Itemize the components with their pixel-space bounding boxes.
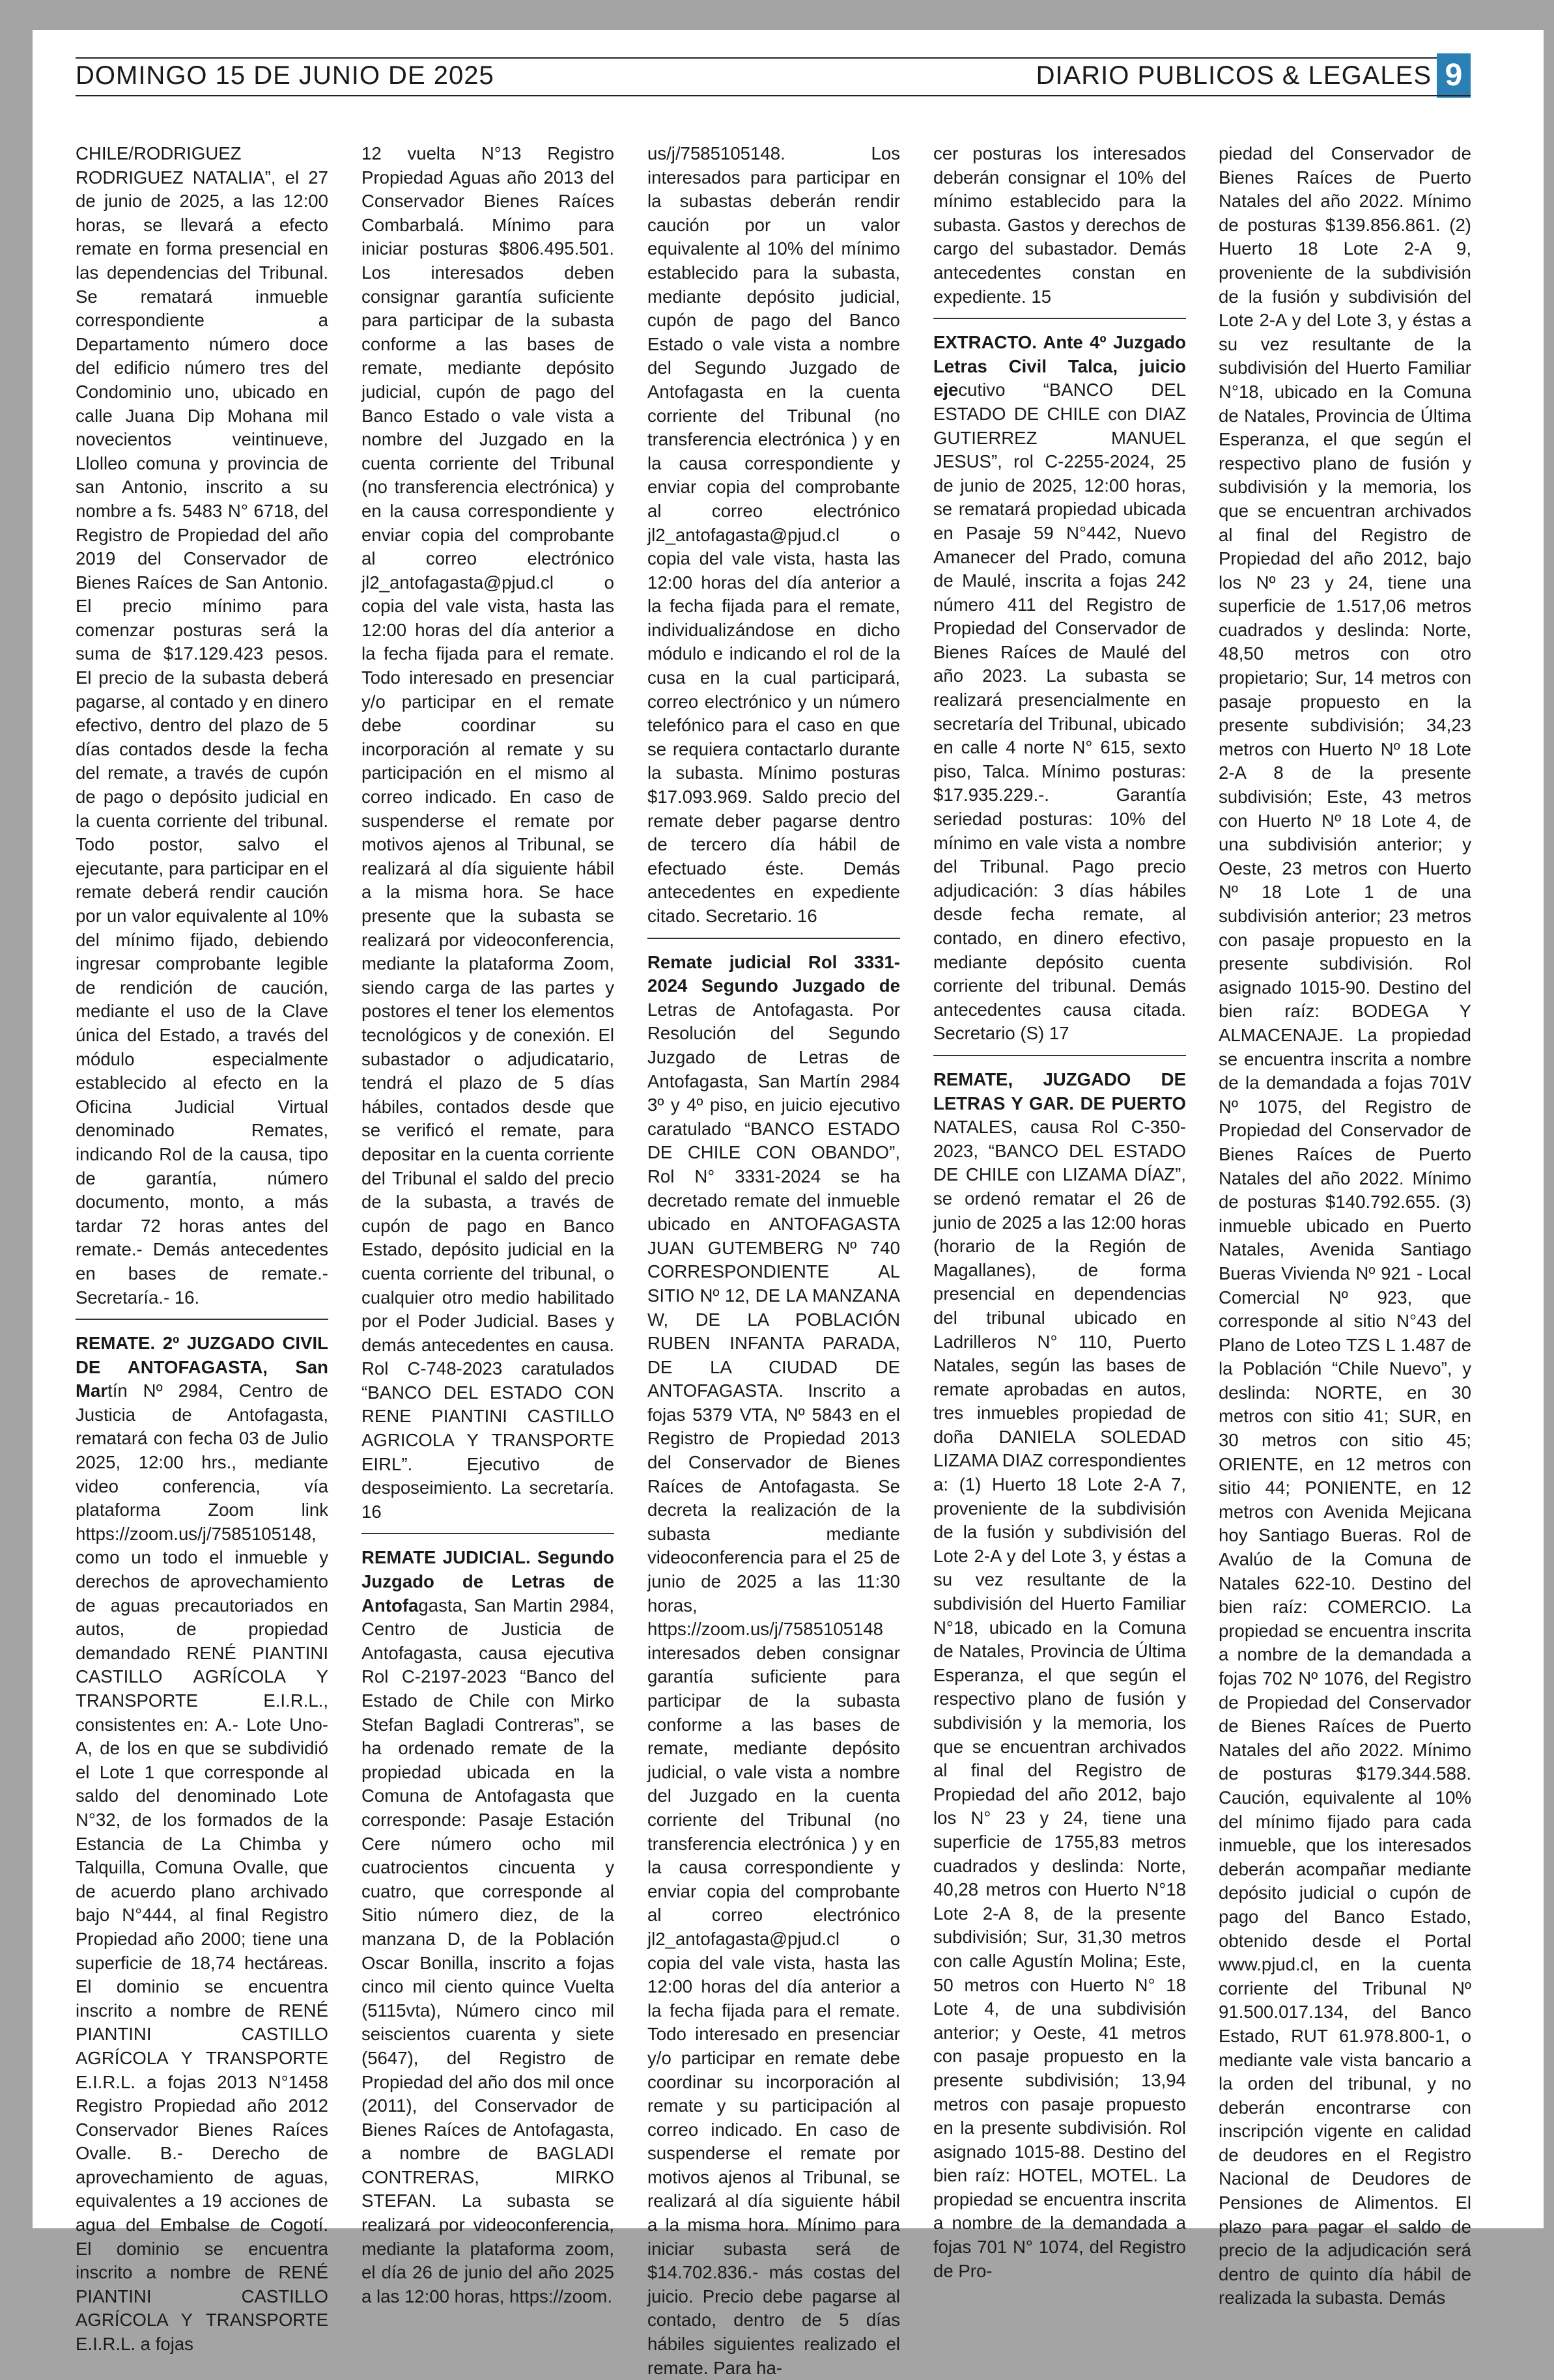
notice-divider (361, 1533, 614, 1534)
notice-text: us/j/7585105148. Los interesados para participar en la subastas deberán rendir caución por un valor equivalente al 10% del mínimo establecido para la subasta, mediante depósito judicial, cupón de pago del Banco Estado o vale vista a nombre del Segundo Juzgado de Antofagasta en la cuenta corriente del Tribunal (no transferencia electrónica ) y en la causa correspondiente y enviar copia del comprobante al correo electrónico jl2_antofagasta@pjud.cl o copia del vale vista, hasta las 12:00 horas del día anterior a la fecha fijada para el remate, individualizándose en dicho módulo e indicando el rol de la cusa en la cual participará, correo electrónico y un número telefónico para el caso en que se requiera contactarlo durante la subasta. Mínimo posturas $17.093.969. Saldo precio del remate deber pagarse dentro de tercero día hábil de efectuado éste. Demás antecedentes en expediente citado. Secretario. 16 (647, 143, 900, 926)
notice-text: Letras de Antofagasta. Por Resolución del Segundo Juzgado de Letras de Antofagasta, San Martín 2984 3º y 4º piso, en juicio ejecutivo caratulado “BANCO ESTADO DE CHILE CON OBANDO”, Rol N° 3331-2024 se ha decretado remate del inmueble ubicado en ANTOFAGASTA JUAN GUTEMBERG Nº 740 CORRESPONDIENTE AL SITIO Nº 12, DE LA MANZANA W, DE LA POBLACIÓN RUBEN INFANTA PARADA, DE LA CIUDAD DE ANTOFAGASTA. Inscrito a fojas 5379 VTA, Nº 5843 en el Registro de Propiedad 2013 del Conservador de Bienes Raíces de Antofagasta. Se decreta la realización de la subasta mediante videoconferencia para el 25 de junio de 2025 a las 11:30 horas, https://zoom.us/j/7585105148 interesados deben consignar garantía suficiente para participar de la subasta conforme a las bases de remate, mediante depósito judicial, o vale vista a nombre del Juzgado en la cuenta corriente del Tribunal (no transferencia electrónica ) y en la causa correspondiente y enviar copia del comprobante al correo electrónico jl2_antofagasta@pjud.cl o copia del vale vista, hasta las 12:00 horas del día anterior a la fecha fijada para el remate. Todo interesado en presenciar y/o participar en remate debe coordinar su incorporación al remate y su participación al correo indicado. En caso de suspenderse el remate por motivos ajenos al Tribunal, se realizará al día siguiente hábil a la misma hora. Mínimo para iniciar subasta será de $14.702.836.- más costas del juicio. Precio debe pagarse al contado, dentro de 5 días hábiles siguientes realizado el remate. Para ha- (647, 999, 900, 2378)
notice-text: CHILE/RODRIGUEZ RODRIGUEZ NATALIA”, el 27 de junio de 2025, a las 12:00 horas, se llevará a efecto remate en forma presencial en las dependencias del Tribunal. Se rematará inmueble correspondiente a Departamento número doce del edificio número tres del Condominio uno, ubicado en calle Juana Dip Mohana mil novecientos veintinueve, Llolleo comuna y provincia de san Antonio, inscrito a su nombre a fs. 5483 N° 6718, del Registro de Propiedad del año 2019 del Conservador de Bienes Raíces de San Antonio. El precio mínimo para comenzar posturas será la suma de $17.129.423 pesos. El precio de la subasta deberá pagarse, al contado y en dinero efectivo, dentro del plazo de 5 días contados desde la fecha del remate, a través de cupón de pago o depósito judicial en la cuenta corriente del tribunal. Todo postor, salvo el ejecutante, para participar en el remate deberá rendir caución por un valor equivalente al 10% del mínimo fijado, debiendo ingresar comprobante legible de rendición de caución, mediante el uso de la Clave única del Estado, a través del módulo especialmente establecido al efecto en la Oficina Judicial Virtual denominado Remates, indicando Rol de la causa, tipo de garantía, número documento, monto, a más tardar 72 horas antes del remate.- Demás antecedentes en bases de remate.- Secretaría.- 16. (76, 143, 328, 1308)
notice-text: NATALES, causa Rol C-350-2023, “BANCO DEL ESTADO DE CHILE con LIZAMA DÍAZ”, se ordenó rematar el 26 de junio de 2025 a las 12:00 horas (horario de la Región de Magallanes), de forma presencial en dependencias del tribunal ubicado en Ladrilleros N° 110, Puerto Natales, según las bases de remate aprobadas en autos, tres inmuebles propiedad de doña DANIELA SOLEDAD LIZAMA DIAZ correspondientes a: (1) Huerto 18 Lote 2-A 7, proveniente de la subdivisión de la fusión y subdivisión del Lote 2-A y del Lote 3, y éstas a su vez resultante de la subdivisión del Huerto Familiar N°18, ubicado en la Comuna de Natales, Provincia de Última Esperanza, el que según el respectivo plano de fusión y subdivisión y la memoria, los que se encuentran archivados al final del Registro de Propiedad del año 2012, bajo los N° 23 y 24, tiene una superficie de 1755,83 metros cuadrados y deslinda: Norte, 40,28 metros con Huerto N°18 Lote 2-A 8, de la presente subdivisión; Sur, 31,30 metros con calle Agustín Molina; Este, 50 metros con Huerto N° 18 Lote 4, de una subdivisión anterior; y Oeste, 41 metros con pasaje propuesto en la presente subdivisión; 13,94 metros con pasaje propuesto en la presente subdivisión. Rol asignado 1015-88. Destino del bien raíz: HOTEL, MOTEL. La propiedad se encuentra inscrita a nombre de la demandada a fojas 701 N° 1074, del Registro de Pro- (933, 1117, 1187, 2281)
notice-heading: REMATE JUDICIAL. Segundo Juzgado de Letras de Antofa (361, 1547, 614, 1616)
column-3 (647, 142, 900, 2378)
notice (647, 951, 900, 2380)
notice-divider (933, 1055, 1186, 1056)
notice-text: piedad del Conservador de Bienes Raíces de Puerto Natales del año 2022. Mínimo de posturas $139.856.861. (2) Huerto 18 Lote 2-A 9, proveniente de la subdivisión de la fusión y subdivisión del Lote 2-A y del Lote 3, y éstas a su vez resultante de la subdivisión del Huerto Familiar N°18, ubicado en la Comuna de Natales, Provincia de Última Esperanza, el que según el respectivo plano de fusión y subdivisión y la memoria, los que se encuentran archivados al final del Registro de Propiedad del año 2012, bajo los Nº 23 y 24, tiene una superficie de 1.517,06 metros cuadrados y deslinda: Norte, 48,50 metros con otro propietario; Sur, 14 metros con pasaje propuesto en la presente subdivisión; 34,23 metros con Huerto Nº 18 Lote 2-A 8 de la presente subdivisión; Este, 43 metros con Huerto Nº 18 Lote 4, de una subdivisión anterior; y Oeste, 23 metros con Huerto Nº 18 Lote 1 de una subdivisión anterior; 23 metros con pasaje propuesto en la presente subdivisión. Rol asignado 1015-90. Destino del bien raíz: BODEGA Y ALMACENAJE. La propiedad se encuentra inscrita a nombre de la demandada a fojas 701V Nº 1075, del Registro de Propiedad del Conservador de Bienes Raíces de Puerto Natales del año 2022. Mínimo de posturas $140.792.655. (3) inmueble ubicado en Puerto Natales, Avenida Santiago Bueras Vivienda Nº 921 - Local Comercial Nº 923, que corresponde al sitio N°43 del Plano de Loteo TZS L 1.487 de la Población “Chile Nuevo”, y deslinda: NORTE, en 30 metros con sitio 41; SUR, en 30 metros con sitio 45; ORIENTE, en 12 metros con sitio 44; PONIENTE, en 12 metros con Avenida Mejicana hoy Santiago Bueras. Rol de Avalúo de la Comuna de Natales 622-10. Destino del bien raíz: COMERCIO. La propiedad se encuentra inscrita a nombre de la demandada a fojas 702 Nº 1076, del Registro de Propiedad del Conservador de Bienes Raíces de Puerto Natales del año 2022. Mínimo de posturas $179.344.588. Caución, equivalente al 10% del mínimo fijado para cada inmueble, que los interesados deberán acompañar mediante depósito judicial o cupón de pago del Banco Estado, obtenido desde el Portal www.pjud.cl, en la cuenta corriente del Tribunal Nº 91.500.017.134, del Banco Estado, RUT 61.978.800-1, o mediante vale vista bancario a la orden del tribunal, y no deberán encontrarse con inscripción vigente en calidad de deudores en el Registro Nacional de Deudores de Pensiones de Alimentos. El plazo para pagar el saldo de precio de la adjudicación será dentro de quinto día hábil de realizada la subasta. Demás (1219, 143, 1471, 2308)
notice-divider (647, 938, 900, 939)
notice (76, 1332, 328, 2357)
notice-text: gasta, San Martin 2984, Centro de Justicia de Antofagasta, causa ejecutiva Rol C-2197-2023 “Banco del Estado de Chile con Mirko Stefan Bagladi Contreras”, se ha ordenado remate de la propiedad ubicada en la Comuna de Antofagasta que corresponde: Pasaje Estación Cere número ocho mil cuatrocientos cincuenta y cuatro, que corresponde al Sitio número diez, de la manzana D, de la Población Oscar Bonilla, inscrito a fojas cinco mil ciento quince Vuelta (5115vta), Número cinco mil seiscientos cuarenta y siete (5647), del Registro de Propiedad del año dos mil once (2011), del Conservador de Bienes Raíces de Antofagasta, a nombre de BAGLADI CONTRERAS, MIRKO STEFAN. La subasta se realizará por videoconferencia, mediante la plataforma zoom, el día 26 de junio del año 2025 a las 12:00 horas, https://zoom. (361, 1595, 614, 2306)
column-5 (1219, 142, 1471, 2308)
notice-divider (933, 318, 1186, 319)
notice (933, 331, 1186, 1046)
notice-heading: REMATE, JUZGADO DE LETRAS Y GAR. DE PUERTO (933, 1069, 1186, 1113)
notice-text: cer posturas los interesados deberán consignar el 10% del mínimo establecido para la subasta. Gastos y derechos de cargo del subastador. Demás antecedentes constan en expediente. 15 (933, 143, 1186, 307)
notice (361, 1546, 614, 2308)
column-2 (361, 142, 614, 2306)
column-1 (76, 142, 328, 2355)
column-4 (933, 142, 1187, 2281)
notice-text: cutivo “BANCO DEL ESTADO DE CHILE con DIAZ GUTIERREZ MANUEL JESUS”, rol C-2255-2024, 25 de junio de 2025, 12:00 horas, se rematará propiedad ubicada en Pasaje 59 N°442, Nuevo Amanecer del Prado, comuna de Maulé, inscrita a fojas 242 número 411 del Registro de Propiedad del Conservador de Bienes Raíces de Maulé del año 2023. La subasta se realizará presencialmente en secretaría del Tribunal, ubicado en calle 4 norte N° 615, sexto piso, Talca. Mínimo posturas: $17.935.229.-. Garantía seriedad posturas: 10% del mínimo en vale vista a nombre del Tribunal. Pago precio adjudicación: 3 días hábiles desde fecha remate, al contado, en dinero efectivo, mediante depósito cuenta corriente del tribunal. Demás antecedentes causa citada. Secretario (S) 17 (933, 380, 1186, 1044)
page-number-badge: 9 (1437, 53, 1471, 98)
notice-text: tín Nº 2984, Centro de Justicia de Antofagasta, rematará con fecha 03 de Julio 2025, 12:00 hrs., mediante video conferencia, vía plataforma Zoom link https://zoom.us/j/7585105148, como un todo el inmueble y derechos de aprovechamiento de aguas precautoriados en autos, de propiedad demandado RENÉ PIANTINI CASTILLO AGRÍCOLA Y TRANSPORTE E.I.R.L., consistentes en: A.- Lote Uno-A, de los en que se subdividió el Lote 1 que corresponde al saldo del denominado Lote N°32, de los formados de la Estancia de La Chimba y Talquilla, Comuna Ovalle, que de acuerdo plano archivado bajo N°444, al final Registro Propiedad año 2000; tiene una superficie de 18,74 hectáreas. El dominio se encuentra inscrito a nombre de RENÉ PIANTINI CASTILLO AGRÍCOLA Y TRANSPORTE E.I.R.L. a fojas 2013 N°1458 Registro Propiedad año 2012 Conservador Bienes Raíces Ovalle. B.- Derecho de aprovechamiento de aguas, equivalentes a 19 acciones de agua del Embalse de Cogotí. El dominio se encuentra inscrito a nombre de RENÉ PIANTINI CASTILLO AGRÍCOLA Y TRANSPORTE E.I.R.L. a fojas (76, 1380, 328, 2355)
notice-heading: Remate judicial Rol 3331-2024 Segundo Juzgado de (647, 951, 900, 996)
page-header (76, 57, 1471, 96)
header-publication-title: DIARIO PUBLICOS & LEGALES (1036, 61, 1432, 90)
notice-text: 12 vuelta N°13 Registro Propiedad Aguas año 2013 del Conservador Bienes Raíces Combarbalá. Mínimo para iniciar posturas $806.495.501. Los interesados deben consignar garantía suficiente para participar de la subasta conforme a las bases de remate, mediante depósito judicial, cupón de pago del Banco Estado o vale vista a nombre del Juzgado en la cuenta corriente del Tribunal (no transferencia electrónica) y en la causa correspondiente y enviar copia del comprobante al correo electrónico jl2_antofagasta@pjud.cl o copia del vale vista, hasta las 12:00 horas del día anterior a la fecha fijada para el remate. Todo interesado en presenciar y/o participar en el remate debe coordinar su incorporación al remate y su participación en el mismo al correo indicado. En caso de suspenderse el remate por motivos ajenos al Tribunal, se realizará al día siguiente hábil a la misma hora. Se hace presente que la subasta se realizará por videoconferencia, mediante la plataforma Zoom, siendo carga de las partes y postores el tener los elementos tecnológicos y de conexión. El subastador o adjudicatario, tendrá el plazo de 5 días hábiles, contados desde que se verificó el remate, para depositar en la cuenta corriente del Tribunal el saldo del precio de la subasta, a través de cupón de pago en Banco Estado, depósito judicial en la cuenta corriente del tribunal, o cualquier otro medio habilitado por el Poder Judicial. Bases y demás antecedentes en causa. Rol C-748-2023 caratulados “BANCO DEL ESTADO CON RENE PIANTINI CASTILLO AGRICOLA Y TRANSPORTE EIRL”. Ejecutivo de desposeimiento. La secretaría. 16 (361, 143, 614, 1522)
notice-heading: REMATE. 2º JUZGADO CIVIL DE ANTOFAGASTA, San Mar (76, 1333, 328, 1401)
notice (933, 1068, 1186, 2283)
header-date: DOMINGO 15 DE JUNIO DE 2025 (76, 61, 494, 90)
notice-heading: EXTRACTO. Ante 4º Juzgado Letras Civil Talca, juicio eje (933, 332, 1186, 400)
header-top-rule (76, 57, 1471, 59)
header-bottom-rule (76, 95, 1471, 96)
notice-divider (76, 1319, 328, 1320)
